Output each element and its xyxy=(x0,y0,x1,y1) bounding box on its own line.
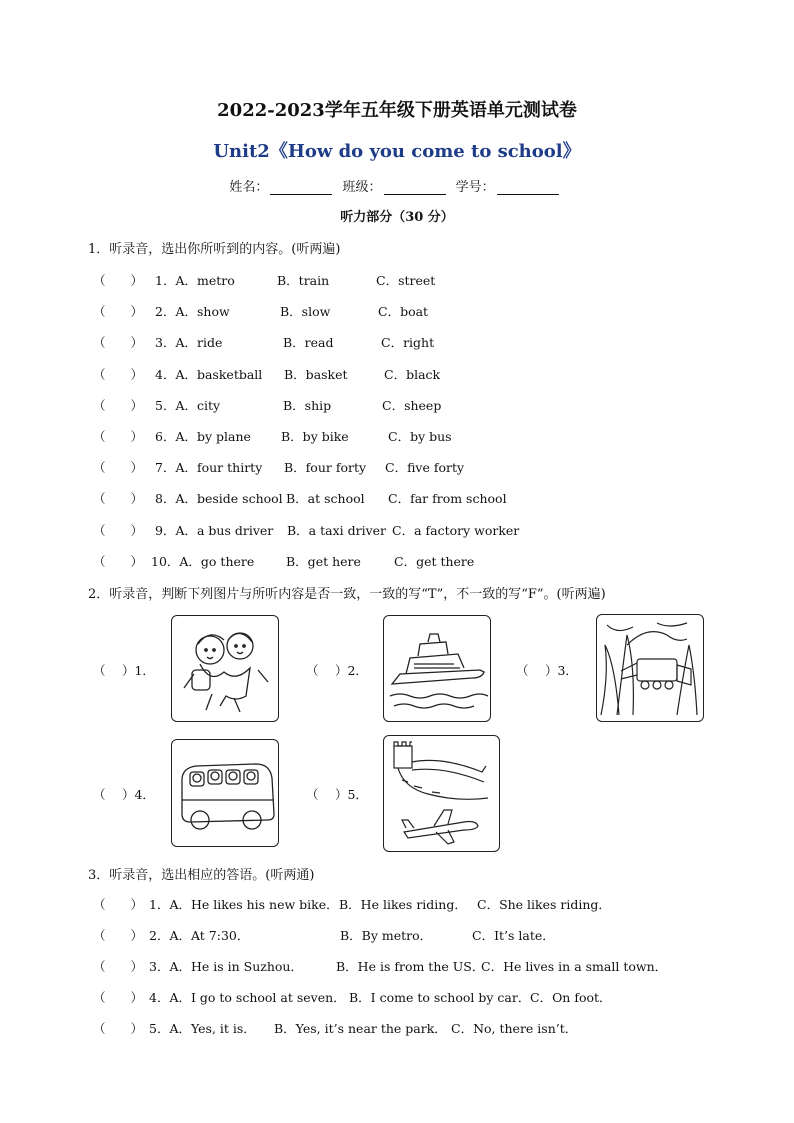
option-a: 4．A．basketball xyxy=(155,366,263,382)
option-c: C．by bus xyxy=(388,429,452,444)
answer-paren[interactable]: （ ） xyxy=(93,491,144,507)
option-c: C．far from school xyxy=(388,491,507,507)
answer-paren[interactable]: （ ） xyxy=(93,553,144,569)
option-b: B．train xyxy=(277,273,330,288)
option-c: C．black xyxy=(384,366,441,382)
answer-paren[interactable]: （ ） xyxy=(93,366,144,382)
class-blank[interactable] xyxy=(384,182,446,195)
unit-subtitle: Unit2《How do you come to school》 xyxy=(213,141,581,162)
option-b: B．ship xyxy=(283,397,332,413)
option-c: C．On foot． xyxy=(530,990,612,1005)
answer-paren[interactable]: （ ） xyxy=(93,1021,144,1036)
option-a: 3．A．He is in Suzhou． xyxy=(149,959,303,974)
section3-heading: 3．听录音，选出相应的答语。(听两通) xyxy=(88,868,315,883)
option-c: C．sheep xyxy=(382,397,442,413)
student-info xyxy=(0,176,794,195)
picture-question-1[interactable]: （ ）1． xyxy=(93,663,155,678)
option-b: B．By metro． xyxy=(340,928,433,943)
option-a: 3．A．ride xyxy=(155,335,223,351)
class-label: 班级： xyxy=(342,180,382,195)
option-b: B．I come to school by car． xyxy=(349,990,531,1005)
picture-question-2[interactable]: （ ）2． xyxy=(306,663,368,678)
answer-paren[interactable]: （ ） xyxy=(93,304,144,320)
option-b: B．slow xyxy=(280,304,331,320)
picture-children-walking xyxy=(171,615,279,722)
listening-part-heading: 听力部分（30 分） xyxy=(340,210,454,225)
answer-paren[interactable]: （ ） xyxy=(93,335,144,351)
picture-question-4[interactable]: （ ）4． xyxy=(93,787,155,802)
option-a: 6．A．by plane xyxy=(155,429,251,444)
option-a: 10．A．go there xyxy=(151,553,255,569)
answer-paren[interactable]: （ ） xyxy=(93,522,144,538)
option-b: B．by bike xyxy=(281,429,349,444)
name-label: 姓名： xyxy=(229,180,269,195)
option-c: C．get there xyxy=(394,553,475,569)
picture-bus xyxy=(171,739,279,847)
option-c: C．He lives in a small town． xyxy=(481,959,668,974)
option-b: B．get here xyxy=(286,553,361,569)
answer-paren[interactable]: （ ） xyxy=(93,460,144,476)
section2-heading: 2．听录音，判断下列图片与所听内容是否一致，一致的写“T”，不一致的写“F”。(听两遍) xyxy=(88,587,606,602)
option-b: B．He likes riding． xyxy=(339,897,467,912)
picture-question-5[interactable]: （ ）5． xyxy=(306,787,368,802)
option-b: B．at school xyxy=(286,491,365,507)
option-a: 8．A．beside school xyxy=(155,491,283,507)
option-a: 5．A．Yes, it is． xyxy=(149,1021,256,1036)
option-a: 5．A．city xyxy=(155,397,221,413)
picture-question-3[interactable]: （ ）3． xyxy=(516,663,578,678)
option-c: C．boat xyxy=(378,304,429,320)
option-c: C．It’s late． xyxy=(472,928,555,943)
option-b: B．a taxi driver xyxy=(287,522,387,538)
option-a: 9．A．a bus driver xyxy=(155,522,274,538)
answer-paren[interactable]: （ ） xyxy=(93,959,144,974)
id-blank[interactable] xyxy=(497,182,559,195)
answer-paren[interactable]: （ ） xyxy=(93,397,144,413)
option-c: C．a factory worker xyxy=(392,522,520,538)
option-c: C．street xyxy=(376,273,436,288)
option-a: 4．A．I go to school at seven． xyxy=(149,990,346,1005)
picture-train xyxy=(596,614,704,722)
option-a: 7．A．four thirty xyxy=(155,460,263,476)
option-a: 1．A．metro xyxy=(155,273,235,288)
answer-paren[interactable]: （ ） xyxy=(93,990,144,1005)
option-c: C．She likes riding． xyxy=(477,897,611,912)
option-b: B．four forty xyxy=(284,460,367,476)
option-c: C．five forty xyxy=(385,460,465,476)
picture-ship xyxy=(383,615,491,722)
answer-paren[interactable]: （ ） xyxy=(93,273,144,288)
option-a: 1．A．He likes his new bike． xyxy=(149,897,339,912)
answer-paren[interactable]: （ ） xyxy=(93,928,144,943)
name-blank[interactable] xyxy=(270,182,332,195)
option-b: B．read xyxy=(283,335,334,351)
page-title: 2022-2023学年五年级下册英语单元测试卷 xyxy=(217,100,577,121)
option-c: C．right xyxy=(381,335,435,351)
option-a: 2．A．At 7:30． xyxy=(149,928,250,943)
section1-heading: 1．听录音，选出你所听到的内容。(听两遍) xyxy=(88,242,341,257)
option-b: B．He is from the US． xyxy=(336,959,485,974)
option-b: B．Yes, it’s near the park． xyxy=(274,1021,447,1036)
answer-paren[interactable]: （ ） xyxy=(93,897,144,912)
option-b: B．basket xyxy=(284,366,348,382)
answer-paren[interactable]: （ ） xyxy=(93,429,144,444)
id-label: 学号： xyxy=(455,180,495,195)
picture-great-wall-plane xyxy=(383,735,500,852)
option-a: 2．A．show xyxy=(155,304,230,320)
option-c: C．No, there isn’t． xyxy=(451,1021,578,1036)
